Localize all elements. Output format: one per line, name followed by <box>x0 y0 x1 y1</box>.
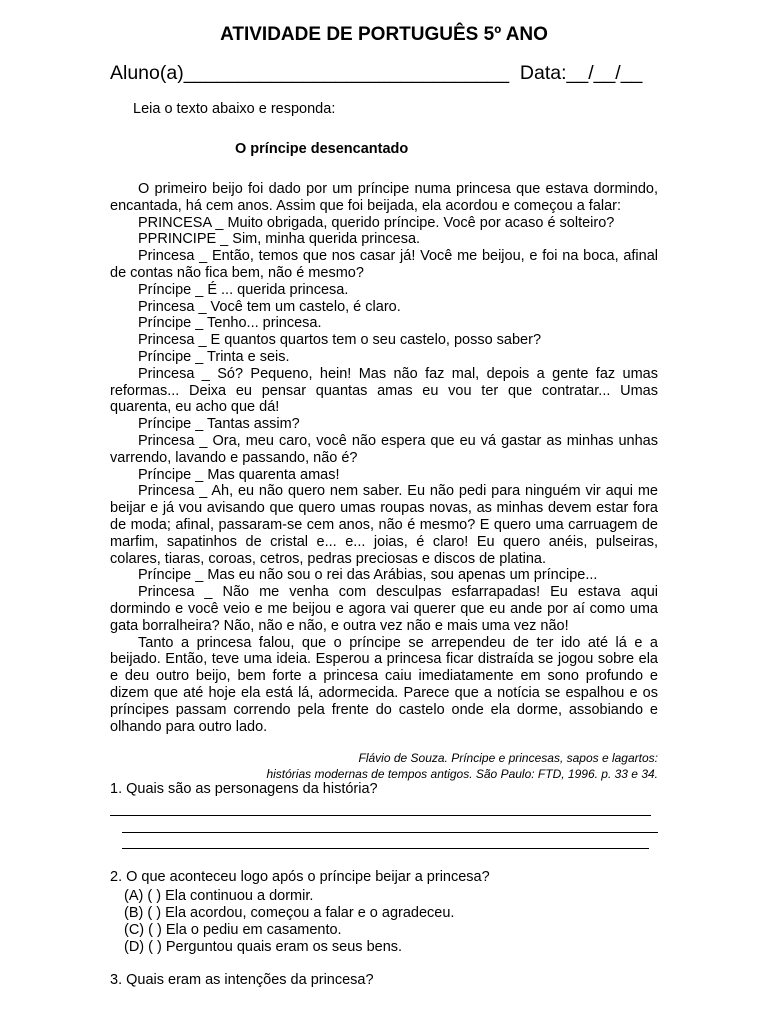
answer-line[interactable] <box>110 815 651 816</box>
story-paragraph: Príncipe _ Mas eu não sou o rei das Arábias, sou apenas um príncipe... <box>138 567 598 584</box>
answer-line[interactable] <box>122 832 658 833</box>
story-paragraph: Princesa _ Ora, meu caro, você não espera que eu vá gastar as minhas unhas varrendo, lavando e passando, não é? <box>110 432 658 466</box>
story-paragraph: O primeiro beijo foi dado por um príncipe numa princesa que estava dormindo, encantada, há cem anos. Assim que foi beijada, ela acordou e começou a falar: <box>110 181 658 214</box>
story-paragraph: Príncipe _ É ... querida princesa. <box>138 281 349 298</box>
option-c[interactable]: (C) ( ) Ela o pediu em casamento. <box>124 922 342 938</box>
page-title: ATIVIDADE DE PORTUGUÊS 5º ANO <box>220 24 548 45</box>
story-paragraph: Príncipe _ Mas quarenta amas! <box>138 466 340 483</box>
story-paragraph: Príncipe _ Tantas assim? <box>138 416 300 433</box>
student-date-line: Aluno(a)______________________________ Data:__/__/__ <box>110 62 643 84</box>
instructions: Leia o texto abaixo e responda: <box>133 101 336 117</box>
option-b[interactable]: (B) ( ) Ela acordou, começou a falar e o agradeceu. <box>124 905 455 921</box>
story-paragraph: Princesa _ Você tem um castelo, é claro. <box>138 298 401 315</box>
story-paragraph: Princesa _ Não me venha com desculpas esfarrapadas! Eu estava aqui dormindo e você veio e me beijou e agora vai querer que eu ande por aí como uma gata borralheira? Não, não e não, e outra vez não e mais uma vez não! <box>110 584 658 634</box>
answer-line[interactable] <box>122 848 649 849</box>
citation-line: Flávio de Souza. Príncipe e princesas, sapos e lagartos: <box>358 751 658 765</box>
question-2-options <box>124 888 454 956</box>
option-d[interactable]: (D) ( ) Perguntou quais eram os seus bens. <box>124 939 403 955</box>
story-paragraph: Princesa _ Só? Pequeno, hein! Mas não faz mal, depois a gente faz umas reformas... Deixa eu pensar quantas amas eu vou ter que contratar... Umas quarenta, eu acho que dá! <box>110 365 658 416</box>
story-paragraph: Tanto a princesa falou, que o príncipe se arrependeu de ter ido até lá e a beijado. Então, teve uma ideia. Esperou a princesa ficar distraída se jogou sobre ela e deu outro beijo, bem forte a princesa caiu imediatamente em sono profundo e dizem que até hoje ela está lá, adormecida. Parece que a notícia se espalhou e os príncipes passam correndo pela frente do castelo onde ela dorme, assobiando e olhando para outro lado. <box>110 634 658 735</box>
story-title: O príncipe desencantado <box>235 141 409 157</box>
question-2: 2. O que aconteceu logo após o príncipe beijar a princesa? <box>110 869 490 885</box>
story-paragraph: Princesa _ Ah, eu não quero nem saber. Eu não pedi para ninguém vir aqui me beijar e já vou avisando que quero umas roupas novas, as minhas devem estar fora de moda; afinal, passaram-se cem anos, não é mesmo? E quero uma carruagem de marfim, sapatinhos de cristal e... e... joias, é claro! Eu quero anéis, pulseiras, colares, tiaras, coroas, cetros, pedras preciosas e discos de platina. <box>110 483 658 567</box>
story-paragraph: PRINCESA _ Muito obrigada, querido príncipe. Você por acaso é solteiro? <box>138 214 615 231</box>
story-paragraph: Princesa _ E quantos quartos tem o seu castelo, posso saber? <box>138 332 542 349</box>
citation-line: histórias modernas de tempos antigos. São Paulo: FTD, 1996. p. 33 e 34. <box>266 767 658 781</box>
story-paragraph: Príncipe _ Trinta e seis. <box>138 348 290 365</box>
question-3: 3. Quais eram as intenções da princesa? <box>110 972 374 988</box>
story-paragraph: Princesa _ Então, temos que nos casar já! Você me beijou, e foi na boca, afinal de contas não fica bem, não é mesmo? <box>110 248 658 281</box>
source-citation <box>110 750 658 782</box>
option-a[interactable]: (A) ( ) Ela continuou a dormir. <box>124 888 314 904</box>
story-paragraph: PPRINCIPE _ Sim, minha querida princesa. <box>138 231 421 248</box>
story-paragraph: Príncipe _ Tenho... princesa. <box>138 315 322 332</box>
story-text <box>110 181 658 735</box>
question-1: 1. Quais são as personagens da história? <box>110 781 378 797</box>
